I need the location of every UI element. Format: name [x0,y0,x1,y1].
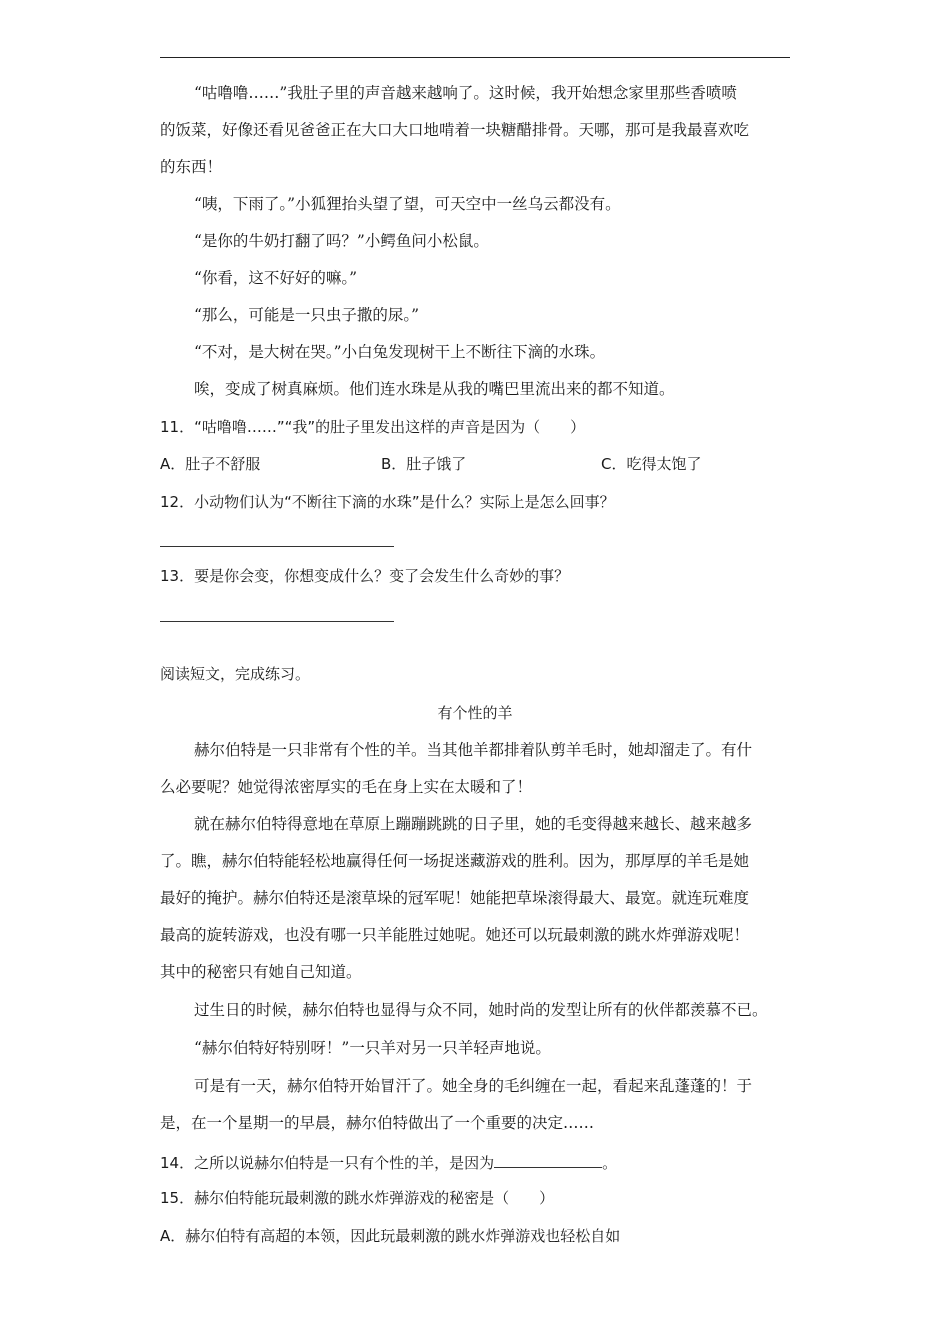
passage1-line: 唉，变成了树真麻烦。他们连水珠是从我的嘴巴里流出来的都不知道。 [194,380,675,398]
q11-option-b[interactable]: B．肚子饿了 [381,455,467,473]
passage1-line: “那么，可能是一只虫子撒的尿。” [194,306,420,324]
passage1-line: “不对，是大树在哭。”小白兔发现树干上不断往下滴的水珠。 [194,343,606,361]
passage1-line: “是你的牛奶打翻了吗？”小鳄鱼问小松鼠。 [194,232,489,250]
question-12: 12．小动物们认为“不断往下滴的水珠”是什么？实际上是怎么回事？ [160,493,615,511]
passage-title: 有个性的羊 [437,704,513,722]
q11-option-a[interactable]: A．肚子不舒服 [160,455,261,473]
passage2-line: 过生日的时候，赫尔伯特也显得与众不同，她时尚的发型让所有的伙伴都羡慕不已。 [194,1001,768,1019]
passage2-line: “赫尔伯特好特别呀！”一只羊对另一只羊轻声地说。 [194,1039,551,1057]
passage1-line: 的东西！ [160,158,223,176]
top-rule [160,57,790,58]
question-11: 11．“咕噜噜……”“我”的肚子里发出这样的声音是因为（ ） [160,418,586,436]
passage1-line: 的饭菜，好像还看见爸爸正在大口大口地啃着一块糖醋排骨。天哪，那可是我最喜欢吃 [160,121,750,139]
passage2-line: 了。瞧，赫尔伯特能轻松地赢得任何一场捉迷藏游戏的胜利。因为，那厚厚的羊毛是她 [160,852,750,870]
passage1-line: “你看，这不好好的嘛。” [194,269,358,287]
passage2-line: 最高的旋转游戏，也没有哪一只羊能胜过她呢。她还可以玩最刺激的跳水炸弹游戏呢！ [160,926,750,944]
q13-answer-line[interactable] [160,621,394,622]
q14-blank[interactable] [494,1151,602,1168]
q14-end: 。 [602,1154,618,1172]
question-15: 15．赫尔伯特能玩最刺激的跳水炸弹游戏的秘密是（ ） [160,1189,555,1207]
passage2-line: 是，在一个星期一的早晨，赫尔伯特做出了一个重要的决定…… [160,1114,595,1132]
passage1-line: “咦，下雨了。”小狐狸抬头望了望，可天空中一丝乌云都没有。 [194,195,621,213]
question-13: 13．要是你会变，你想变成什么？变了会发生什么奇妙的事？ [160,567,570,585]
q12-answer-line[interactable] [160,546,394,547]
passage2-line: 其中的秘密只有她自己知道。 [160,963,362,981]
q14-text: 14．之所以说赫尔伯特是一只有个性的羊，是因为 [160,1154,495,1172]
passage2-line: 赫尔伯特是一只非常有个性的羊。当其他羊都排着队剪羊毛时，她却溜走了。有什 [194,741,753,759]
passage2-line: 可是有一天，赫尔伯特开始冒汗了。她全身的毛纠缠在一起，看起来乱蓬蓬的！于 [194,1077,753,1095]
section-instruction: 阅读短文，完成练习。 [160,665,311,683]
q15-option-a[interactable]: A．赫尔伯特有高超的本领，因此玩最刺激的跳水炸弹游戏也轻松自如 [160,1227,621,1245]
passage2-line: 就在赫尔伯特得意地在草原上蹦蹦跳跳的日子里，她的毛变得越来越长、越来越多 [194,815,753,833]
question-14 [160,1151,800,1173]
q11-option-c[interactable]: C．吃得太饱了 [601,455,702,473]
passage2-line: 么必要呢？她觉得浓密厚实的毛在身上实在太暖和了！ [160,778,533,796]
passage1-line: “咕噜噜……”我肚子里的声音越来越响了。这时候，我开始想念家里那些香喷喷 [194,84,737,102]
passage2-line: 最好的掩护。赫尔伯特还是滚草垛的冠军呢！她能把草垛滚得最大、最宽。就连玩难度 [160,889,750,907]
